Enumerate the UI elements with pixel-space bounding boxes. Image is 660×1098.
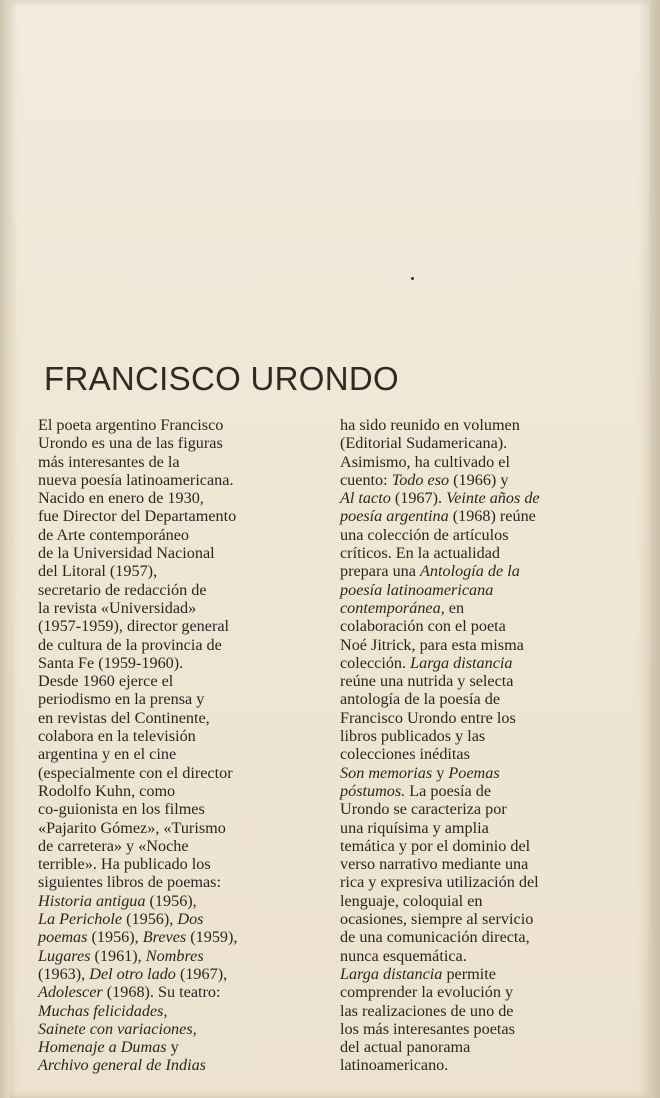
left-column-line: siguientes libros de poemas: <box>38 873 221 892</box>
left-column-line: de cultura de la provincia de <box>38 635 222 654</box>
right-column-line: verso narrativo mediante una <box>340 855 529 874</box>
right-column-line: colección. Larga distancia <box>340 653 513 672</box>
right-column-line: reúne una nutrida y selecta <box>340 672 514 691</box>
author-title: FRANCISCO URONDO <box>44 360 399 397</box>
right-column-line: las realizaciones de uno de <box>340 1001 514 1020</box>
left-column-line: Historia antigua (1956), <box>38 891 197 910</box>
right-column-line: cuento: Todo eso (1966) y <box>340 470 509 489</box>
left-column-line: periodismo en la prensa y <box>38 690 205 709</box>
left-column-line: de Arte contemporáneo <box>38 525 190 544</box>
right-column-line: poesía argentina (1968) reúne <box>340 507 536 526</box>
left-column-line: secretario de redacción de <box>38 580 207 599</box>
left-column-line: argentina y en el cine <box>38 745 177 764</box>
right-column-line: Urondo se caracteriza por <box>340 800 507 819</box>
right-column-line: Larga distancia permite <box>340 964 496 983</box>
right-column-line: poesía latinoamericana <box>340 580 494 599</box>
right-column-line: póstumos. La poesía de <box>340 781 492 800</box>
left-column-line: de la Universidad Nacional <box>38 544 215 563</box>
left-column-line: terrible». Ha publicado los <box>38 855 211 874</box>
left-column-line: en revistas del Continente, <box>38 708 210 727</box>
right-column-line: lenguaje, coloquial en <box>340 891 483 910</box>
left-column-line: Archivo general de Indias <box>38 1056 206 1075</box>
right-column-line: temática y por el dominio del <box>340 836 531 855</box>
right-column-line: Francisco Urondo entre los <box>340 708 516 727</box>
left-column-line: (1963), Del otro lado (1967), <box>38 964 228 983</box>
left-column-line: La Perichole (1956), Dos <box>38 910 204 929</box>
right-column-line: ha sido reunido en volumen <box>340 416 520 434</box>
right-column-line: rica y expresiva utilización del <box>340 873 539 892</box>
right-column-line: latinoamericano. <box>340 1056 449 1075</box>
left-column-line: Lugares (1961), Nombres <box>38 946 204 965</box>
right-column-line: prepara una Antología de la <box>340 562 520 581</box>
left-column-line: la revista «Universidad» <box>38 598 197 617</box>
left-column-line: colabora en la televisión <box>38 727 196 746</box>
right-column-line: contemporánea, en <box>340 598 465 617</box>
right-column-line: ocasiones, siempre al servicio <box>340 910 534 929</box>
left-column-line: del Litoral (1957), <box>38 562 158 581</box>
ink-speck <box>411 277 414 280</box>
right-column-line: críticos. En la actualidad <box>340 544 501 563</box>
left-column-line: El poeta argentino Francisco <box>38 416 224 434</box>
left-column-line: poemas (1956), Breves (1959), <box>38 928 238 947</box>
right-column-line: Asimismo, ha cultivado el <box>340 452 510 471</box>
left-column-line: Desde 1960 ejerce el <box>38 672 174 691</box>
right-column-line: libros publicados y las <box>340 727 486 746</box>
right-column-line: de una comunicación directa, <box>340 928 530 947</box>
right-column-line: una riquísima y amplia <box>340 818 489 837</box>
left-column-line: Urondo es una de las figuras <box>38 434 223 453</box>
right-column-line: antología de la poesía de <box>340 690 501 709</box>
left-column-line: «Pajarito Gómez», «Turismo <box>38 818 226 837</box>
left-column-line: Muchas felicidades, <box>38 1001 168 1020</box>
right-column-line: comprender la evolución y <box>340 983 514 1002</box>
left-column-line: (especialmente con el director <box>38 763 233 782</box>
right-column-line: nunca esquemática. <box>340 946 467 965</box>
right-column-line: Al tacto (1967). Veinte años de <box>340 489 540 508</box>
right-column-line: del actual panorama <box>340 1038 471 1057</box>
biography-column-right <box>340 416 632 1075</box>
right-column-line: (Editorial Sudamericana). <box>340 434 508 453</box>
right-column-line: una colección de artículos <box>340 525 509 544</box>
left-column-line: nueva poesía latinoamericana. <box>38 470 234 489</box>
page-right-edge <box>650 0 660 1098</box>
page-left-edge <box>0 0 10 1098</box>
right-column-line: los más interesantes poetas <box>340 1019 515 1038</box>
left-column-line: más interesantes de la <box>38 452 180 471</box>
biography-column-left <box>38 416 330 1075</box>
right-column-line: Noé Jitrick, para esta misma <box>340 635 524 654</box>
right-column-line: Son memorias y Poemas <box>340 763 500 782</box>
left-column-line: Santa Fe (1959-1960). <box>38 653 184 672</box>
left-column-line: co-guionista en los filmes <box>38 800 205 819</box>
left-column-line: Homenaje a Dumas y <box>38 1038 179 1057</box>
right-column-line: colecciones inéditas <box>340 745 470 764</box>
left-column-line: fue Director del Departamento <box>38 507 237 526</box>
left-column-line: Nacido en enero de 1930, <box>38 489 204 508</box>
right-column-line: colaboración con el poeta <box>340 617 506 636</box>
left-column-line: Adolescer (1968). Su teatro: <box>38 983 221 1002</box>
left-column-line: de carretera» y «Noche <box>38 836 189 855</box>
left-column-line: Rodolfo Kuhn, como <box>38 781 176 800</box>
left-column-line: Sainete con variaciones, <box>38 1019 197 1038</box>
left-column-line: (1957-1959), director general <box>38 617 230 636</box>
